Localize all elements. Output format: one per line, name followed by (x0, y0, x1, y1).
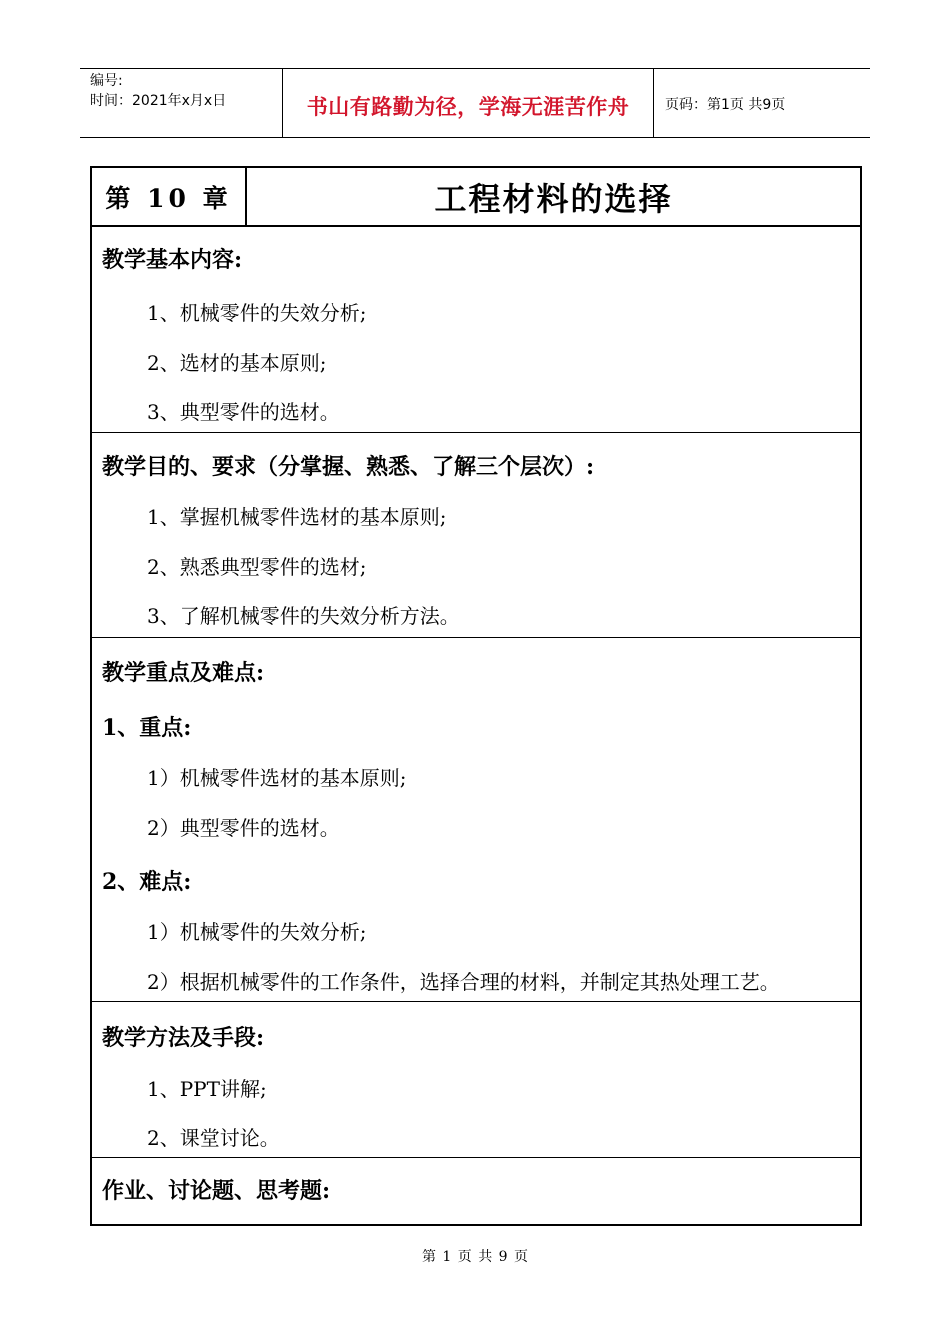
header-page-info: 页码：第1页 共9页 (665, 97, 786, 113)
lesson-table (90, 166, 862, 1226)
chapter-label: 第 10 章 (92, 168, 247, 225)
list-item: 2、熟悉典型零件的选材; (147, 555, 367, 579)
section-content (92, 227, 860, 433)
list-item: 2）根据机械零件的工作条件，选择合理的材料，并制定其热处理工艺。 (147, 970, 780, 994)
header-divider (653, 69, 654, 137)
title-row (92, 168, 860, 227)
difficulty-heading: 2、难点: (102, 869, 192, 895)
list-item: 2、课堂讨论。 (147, 1126, 280, 1150)
list-item: 3、了解机械零件的失效分析方法。 (147, 604, 460, 628)
section-heading: 教学重点及难点: (102, 660, 265, 686)
list-item: 1）机械零件的失效分析; (147, 920, 367, 944)
list-item: 1、PPT讲解; (147, 1077, 267, 1101)
list-item: 2）典型零件的选材。 (147, 816, 340, 840)
list-item: 2、选材的基本原则; (147, 351, 327, 375)
code-label: 编号: (90, 73, 123, 89)
section-heading: 作业、讨论题、思考题: (102, 1178, 331, 1204)
section-heading: 教学方法及手段: (102, 1025, 265, 1051)
section-heading: 教学基本内容: (102, 247, 243, 273)
section-objectives (92, 433, 860, 638)
section-heading: 教学目的、要求（分掌握、熟悉、了解三个层次）: (102, 454, 595, 480)
header-motto: 书山有路勤为径，学海无涯苦作舟 (306, 95, 630, 119)
list-item: 3、典型零件的选材。 (147, 400, 340, 424)
chapter-title: 工程材料的选择 (434, 179, 673, 218)
header-meta (90, 71, 280, 111)
list-item: 1、掌握机械零件选材的基本原则; (147, 505, 447, 529)
list-item: 1）机械零件选材的基本原则; (147, 766, 407, 790)
section-homework (92, 1158, 860, 1222)
page-header (80, 68, 870, 138)
date-line: 时间：2021年x月x日 (90, 93, 227, 109)
section-methods (92, 1002, 860, 1158)
list-item: 1、机械零件的失效分析; (147, 301, 367, 325)
page-footer: 第 1 页 共 9 页 (421, 1249, 529, 1265)
focus-heading: 1、重点: (102, 715, 192, 741)
section-key-points (92, 638, 860, 1002)
